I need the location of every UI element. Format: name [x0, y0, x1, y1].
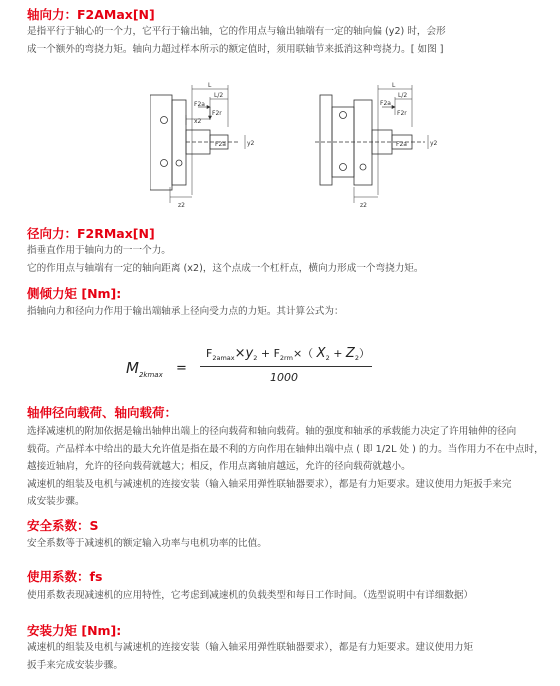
paragraph-tilting-moment: [27, 303, 542, 321]
heading-tilting-moment: 侧倾力矩 [Nm]:: [27, 286, 122, 301]
text-line: 指轴向力和径向力作用于输出端轴承上径向受力点的力矩。其计算公式为：: [27, 306, 344, 317]
label-y2: y2: [430, 140, 438, 147]
text-line: 使用系数表现减速机的应用特性，它考虑到减速机的负载类型和每日工作时间。（选型说明中有详细数据）: [27, 590, 474, 601]
label-l-half: L/2: [214, 92, 224, 99]
paragraph-radial-force: [27, 242, 542, 277]
label-z2: z2: [360, 202, 367, 209]
text-line: 减速机的组装及电机与减速机的连接安装（输入轴采用弹性联轴器要求），都是有力矩要求。建议使用力矩扳手来完: [27, 478, 512, 490]
formula-equals: =: [176, 361, 187, 376]
flange-right: [354, 100, 372, 185]
heading-radial-force: 径向力：F2RMax[N]: [27, 226, 155, 241]
text-line: 成安装步骤。: [27, 496, 85, 507]
label-f2r: F2r: [212, 110, 222, 117]
label-f2a: F2a: [194, 101, 205, 108]
text-line: 减速机的组装及电机与减速机的连接安装（输入轴采用弹性联轴器要求），都是有力矩要求。建议使用力矩: [27, 642, 474, 653]
label-y2: y2: [247, 140, 255, 147]
paragraph-safety-factor: [27, 535, 542, 553]
text-line: 扳手来完成安装步骤。: [27, 659, 123, 671]
label-l: L: [392, 82, 396, 89]
text-line: 越接近轴肩，允许的径向载荷就越大；相反，作用点离轴肩越远，允许的径向载荷就越小。: [27, 461, 411, 472]
label-f2a-end: F2a: [396, 141, 407, 148]
bolt-icon: [340, 112, 347, 119]
label-x2: x2: [194, 118, 202, 125]
heading-install-torque: 安装力矩 [Nm]:: [27, 623, 122, 638]
label-z2: z2: [178, 202, 185, 209]
text-line: 载荷。产品样本中给出的最大允许值是指在最不利的方向作用在轴伸出端中点 ( 即 1/2L 处 ) 的力。当作用力不在中点时，: [27, 443, 544, 455]
bolt-icon: [176, 160, 182, 166]
text-line: 是指平行于轴心的一个力，它平行于输出轴，它的作用点与输出轴端有一定的轴向偏 (y2) 时，会形: [27, 26, 446, 37]
heading-shaft-loads: 轴伸径向载荷、轴向载荷：: [27, 405, 178, 420]
flange-left: [172, 100, 186, 185]
bolt-icon: [161, 160, 168, 167]
text-line: 它的作用点与轴端有一定的轴向距离 (x2)，这个点成一个杠杆点，横向力形成一个弯挠力矩。: [27, 262, 424, 274]
text-line: 指垂直作用于轴向力的一一个力。: [27, 245, 171, 256]
gearbox-housing-right: [320, 95, 332, 185]
fraction-bar: [200, 366, 372, 367]
text-line: 安全系数等于减速机的额定输入功率与电机功率的比值。: [27, 538, 267, 549]
label-f2r: F2r: [397, 110, 407, 117]
paragraph-shaft-loads: [27, 423, 542, 511]
text-line: 成一个额外的弯挠力矩。轴向力超过样本所示的额定值时，须用联轴节来抵消这种弯挠力。[ 如图 ]: [27, 43, 444, 55]
paragraph-axial-force: [27, 23, 542, 58]
label-f2a: F2a: [380, 100, 391, 107]
gearbox-housing-left: [150, 95, 172, 190]
formula-denominator: 1000: [270, 371, 298, 384]
formula-lhs: $M_{2kmax}$: [126, 359, 163, 379]
heading-safety-factor: 安全系数：S: [27, 518, 99, 533]
bolt-icon: [360, 164, 366, 170]
tilting-moment-formula: [120, 345, 420, 395]
formula-numerator: $F_{2amax}\times y_2 + F_{2rm}\times$（ $X_2 + Z_2$）: [206, 346, 370, 363]
label-l-half: L/2: [398, 92, 408, 99]
text-line: 选择减速机的附加依据是输出轴伸出端上的径向载荷和轴向载荷。轴的强度和轴承的承载能力决定了许用轴伸的径向: [27, 426, 517, 437]
label-l: L: [208, 82, 212, 89]
shaft-load-diagram: [150, 75, 450, 210]
heading-axial-force: 轴向力：F2AMax[N]: [27, 7, 155, 22]
bolt-icon: [161, 117, 168, 124]
label-f2a-end: F2a: [215, 141, 226, 148]
paragraph-service-factor: [27, 587, 542, 605]
heading-service-factor: 使用系数：fs: [27, 569, 103, 584]
bolt-icon: [340, 164, 347, 171]
paragraph-install-torque: [27, 639, 542, 674]
